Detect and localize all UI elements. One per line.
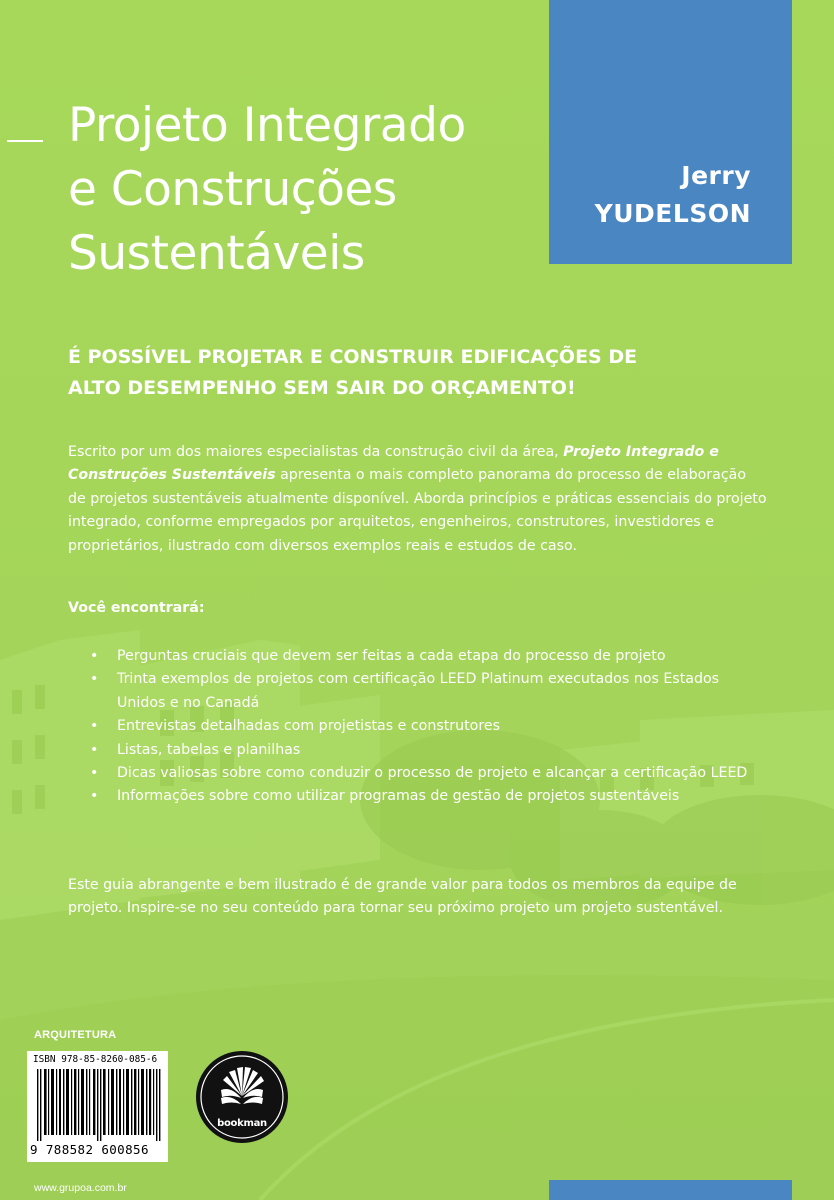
bullet-icon: • bbox=[90, 718, 99, 735]
title-line-3: Sustentáveis bbox=[68, 226, 365, 281]
publisher-name: bookman bbox=[217, 1118, 267, 1129]
title-dash bbox=[7, 140, 43, 142]
intro-text-end: apresenta o mais completo panorama do processo de elaboração de projetos sustentáveis atualmente disponível. Aborda princípios e práticas essenciais do projeto integrado, conforme empregados por arquitetos, engenheiros, construtores, investidores e proprietários, ilustrado com diversos exemplos reais e estudos de caso. bbox=[68, 467, 767, 554]
intro-text-start: Escrito por um dos maiores especialistas da construção civil da área, bbox=[68, 444, 564, 460]
list-item bbox=[68, 668, 768, 715]
title-line-1: Projeto Integrado bbox=[68, 98, 466, 153]
intro-book-title: Projeto Integrado e Construções Sustentáveis bbox=[68, 444, 719, 484]
intro-paragraph bbox=[68, 441, 768, 558]
author-last-name: YUDELSON bbox=[594, 199, 751, 228]
list-item bbox=[68, 739, 768, 762]
ean-number: 9 788582 600856 bbox=[30, 1142, 149, 1157]
barcode-box bbox=[27, 1051, 168, 1162]
author-box bbox=[549, 0, 792, 264]
list-item bbox=[68, 715, 768, 738]
headline-line-2: ALTO DESEMPENHO SEM SAIR DO ORÇAMENTO! bbox=[68, 377, 576, 399]
title-line-2: e Construções bbox=[68, 162, 397, 217]
list-heading: Você encontrará: bbox=[68, 600, 205, 616]
isbn-text: ISBN 978-85-8260-085-6 bbox=[33, 1054, 158, 1065]
closing-paragraph: Este guia abrangente e bem ilustrado é de grande valor para todos os membros da equipe de projeto. Inspire-se no seu conteúdo para tornar seu próximo projeto um projeto sustentável. bbox=[68, 877, 737, 917]
category-label: ARQUITETURA bbox=[34, 1029, 117, 1041]
headline bbox=[68, 342, 768, 404]
bullet-icon: • bbox=[90, 648, 99, 664]
list-item-text: Dicas valiosas sobre como conduzir o processo de projeto e alcançar a certificação LEED bbox=[117, 765, 748, 782]
bullet-icon: • bbox=[90, 741, 99, 758]
bullet-icon: • bbox=[90, 671, 99, 688]
list-item bbox=[68, 645, 768, 668]
bookman-logo-icon bbox=[195, 1050, 289, 1144]
list-item-text: Perguntas cruciais que devem ser feitas a cada etapa do processo de projeto bbox=[117, 648, 666, 664]
list-item bbox=[68, 785, 768, 808]
barcode-icon bbox=[31, 1069, 165, 1141]
list-item bbox=[68, 762, 768, 785]
list-item-text: Informações sobre como utilizar programas de gestão de projetos sustentáveis bbox=[117, 788, 680, 805]
list-item-text: Listas, tabelas e planilhas bbox=[117, 741, 301, 758]
bottom-accent-bar bbox=[549, 1180, 792, 1200]
feature-list bbox=[68, 645, 768, 809]
list-item-text: Entrevistas detalhadas com projetistas e construtores bbox=[117, 718, 500, 735]
bullet-icon: • bbox=[90, 788, 99, 805]
book-title bbox=[68, 94, 466, 286]
list-item-text: Trinta exemplos de projetos com certificação LEED Platinum executados nos Estados Unidos e no Canadá bbox=[117, 671, 720, 711]
author-first-name: Jerry bbox=[681, 161, 751, 190]
bullet-icon: • bbox=[90, 765, 99, 782]
website-link[interactable]: www.grupoa.com.br bbox=[34, 1182, 127, 1194]
headline-line-1: É POSSÍVEL PROJETAR E CONSTRUIR EDIFICAÇÕES DE bbox=[68, 346, 638, 368]
